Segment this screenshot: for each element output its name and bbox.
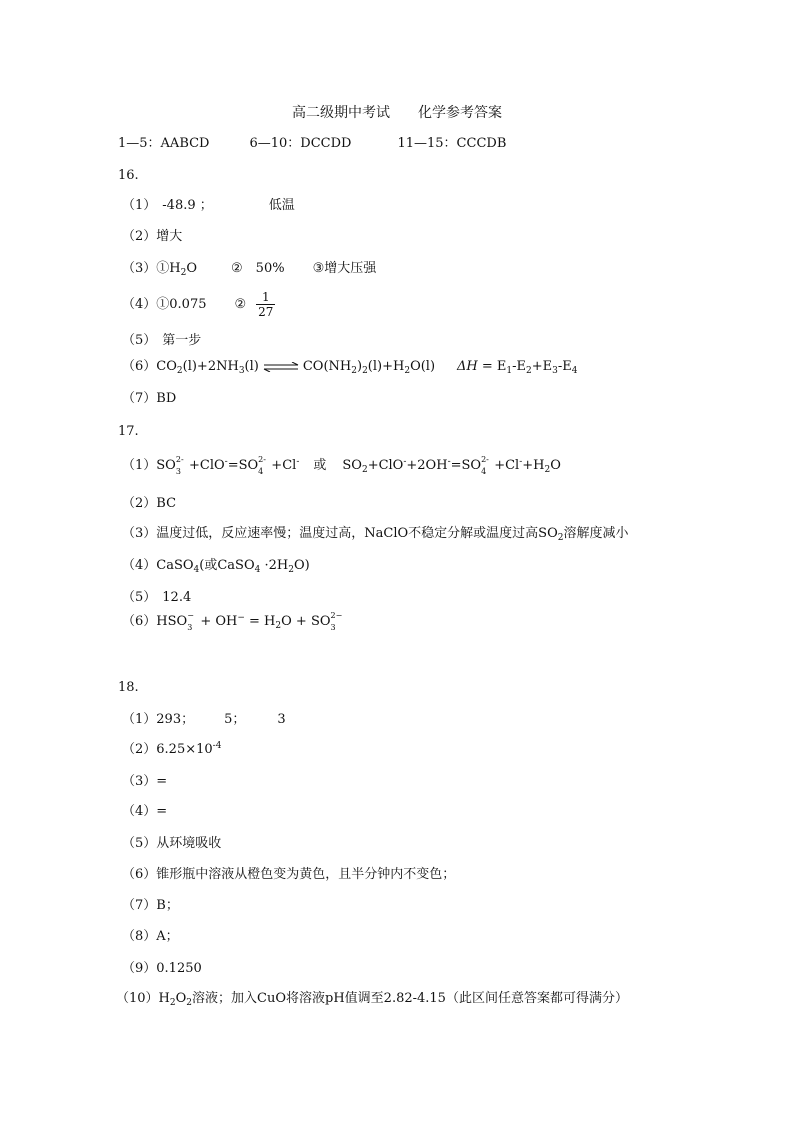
- answer-text: 溶液；加入CuO将溶液pH值调至2.82-4.15（此区间任意答案都可得满分）: [192, 991, 628, 1006]
- subscript: 1: [506, 366, 513, 376]
- formula-text: O(l): [410, 359, 436, 374]
- formula-text: HSO: [156, 614, 188, 629]
- fraction-numerator: 1: [256, 290, 275, 305]
- superscript: −: [187, 611, 194, 620]
- part-label: （8）: [122, 929, 157, 944]
- formula-text: O + SO: [281, 614, 331, 629]
- sub-sup-pair: [258, 455, 267, 476]
- part-label: （1）: [122, 458, 157, 473]
- q17-number: 17.: [118, 424, 139, 439]
- subscript: 2: [351, 366, 357, 376]
- answer-text: 0.1250: [156, 961, 202, 976]
- answer-text: ①H: [156, 261, 181, 276]
- choice-answers-row: [118, 136, 506, 152]
- q18-part-8: [122, 929, 179, 945]
- fraction-denominator: 27: [258, 305, 274, 319]
- part-label: （3）: [122, 526, 157, 541]
- part-label: （3）: [122, 774, 157, 789]
- answer-text: O: [186, 261, 198, 276]
- formula-text: CaSO: [156, 558, 194, 573]
- part-label: （6）: [122, 614, 157, 629]
- formula-text: =SO: [227, 458, 259, 473]
- q17-part-3: [122, 526, 628, 542]
- formula-text: (l)+2NH: [182, 359, 239, 374]
- answer-text: -48.9 ；: [162, 198, 213, 213]
- q18-part-3: [122, 774, 167, 790]
- part-label: （2）: [122, 229, 157, 244]
- subscript: 4: [254, 565, 261, 575]
- q16-part-3: [122, 261, 376, 277]
- answer-text: =: [156, 804, 168, 819]
- formula-text: +ClO: [184, 458, 225, 473]
- choice-group-1: 1—5：AABCD: [118, 136, 210, 151]
- subscript: 2: [404, 366, 411, 376]
- answer-text: BC: [156, 496, 177, 511]
- superscript: 2−: [330, 611, 343, 620]
- formula-text: +H: [522, 458, 545, 473]
- subscript: 2: [176, 366, 183, 376]
- superscript: 2-: [481, 455, 489, 464]
- formula-text: -E: [512, 359, 527, 374]
- subscript: 2: [275, 621, 282, 631]
- part-label: （6）: [122, 867, 157, 882]
- q16-part-2: [122, 229, 182, 245]
- part-label: （5）: [122, 333, 157, 348]
- formula-text: (l): [244, 359, 259, 374]
- q16-part-4: [122, 288, 275, 322]
- subscript: 2: [180, 268, 187, 278]
- sub-sup-pair: [330, 611, 345, 632]
- part-label: （7）: [122, 391, 157, 406]
- subscript: 4: [258, 467, 264, 476]
- superscript: -4: [212, 741, 222, 751]
- q18-part-10: [116, 991, 628, 1007]
- or-text: 或: [313, 458, 327, 473]
- subscript: 3: [175, 467, 181, 476]
- answer-text: B；: [156, 898, 179, 913]
- q17-part-1: [122, 455, 561, 476]
- page-title: 高二级期中考试 化学参考答案: [292, 105, 502, 121]
- superscript: -: [519, 457, 523, 467]
- subscript: 2: [361, 465, 368, 475]
- formula-text: = H: [244, 614, 276, 629]
- subscript: 4: [193, 565, 200, 575]
- part-label: （2）: [122, 742, 157, 757]
- formula-text: ): [356, 359, 363, 374]
- enthalpy-symbol: ΔH: [457, 359, 478, 374]
- equilibrium-arrow-icon: [263, 362, 299, 372]
- formula-text: O: [550, 458, 561, 473]
- subscript: 2: [557, 533, 564, 543]
- answer-text: 锥形瓶中溶液从橙色变为黄色，且半分钟内不变色；: [156, 867, 456, 882]
- answer-text: ③增大压强: [312, 261, 377, 276]
- answer-text: A；: [156, 929, 179, 944]
- formula-text: SO: [342, 458, 362, 473]
- choice-group-3: 11—15：CCCDB: [397, 136, 507, 151]
- q18-part-4: [122, 804, 167, 820]
- subscript: 3: [330, 623, 336, 632]
- part-label: （4）: [122, 804, 157, 819]
- formula-text: +Cl: [490, 458, 520, 473]
- q18-part-7: [122, 898, 179, 914]
- answer-text: 12.4: [162, 590, 192, 605]
- formula-text: O: [175, 991, 187, 1006]
- choice-group-2: 6—10：DCCDD: [249, 136, 352, 151]
- subscript: 2: [362, 366, 368, 376]
- q18-part-6: [122, 867, 455, 883]
- q18-number: 18.: [118, 680, 139, 695]
- superscript: -: [224, 457, 228, 467]
- formula-text: H: [158, 991, 170, 1006]
- formula-text: = E: [477, 359, 507, 374]
- q16-part-7: [122, 391, 176, 407]
- superscript: −: [237, 613, 245, 623]
- subscript: 3: [187, 623, 193, 632]
- answer-text: 5；: [224, 712, 246, 727]
- part-label: （3）: [122, 261, 157, 276]
- formula-text: + OH: [196, 614, 238, 629]
- subscript: 4: [571, 366, 578, 376]
- subscript: 2: [186, 998, 193, 1008]
- answer-text: ①0.075: [156, 297, 207, 312]
- answer-text: 6.25×10: [156, 742, 213, 757]
- q16-number: 16.: [118, 168, 139, 183]
- subscript: 3: [238, 366, 245, 376]
- q18-part-5: [122, 836, 221, 852]
- superscript: 2-: [175, 455, 184, 464]
- superscript: -: [447, 457, 451, 467]
- part-label: （1）: [122, 198, 157, 213]
- part-label: （7）: [122, 898, 157, 913]
- answer-text: ②: [234, 297, 247, 312]
- answer-text: 3: [277, 712, 286, 727]
- superscript: -: [296, 457, 300, 467]
- q17-part-5: [122, 590, 191, 606]
- superscript: -: [403, 457, 407, 467]
- formula-text: (或CaSO: [199, 558, 255, 573]
- formula-text: +2OH: [406, 458, 448, 473]
- sub-sup-pair: [175, 455, 185, 476]
- q16-part-1: [122, 198, 295, 214]
- q17-part-6: [122, 611, 345, 632]
- answer-text: 第一步: [162, 333, 202, 348]
- q16-part-5: [122, 333, 201, 349]
- part-label: （2）: [122, 496, 157, 511]
- formula-text: O): [293, 558, 310, 573]
- part-label: （5）: [122, 836, 157, 851]
- subscript: 4: [481, 467, 487, 476]
- subscript: 2: [526, 366, 532, 376]
- formula-text: -E: [557, 359, 572, 374]
- part-label: （4）: [122, 558, 157, 573]
- fraction: [256, 290, 275, 319]
- sub-sup-pair: [481, 455, 490, 476]
- answer-text: 温度过低，反应速率慢；温度过高，NaClO不稳定分解或温度过高SO: [156, 526, 558, 541]
- sub-sup-pair: [187, 611, 196, 632]
- subscript: 2: [544, 465, 551, 475]
- part-label: （9）: [122, 961, 157, 976]
- superscript: 2-: [258, 455, 266, 464]
- q18-part-1: [122, 712, 286, 728]
- subscript: 2: [288, 565, 294, 575]
- formula-text: ·2H: [260, 558, 289, 573]
- formula-text: CO: [156, 359, 177, 374]
- formula-text: SO: [156, 458, 176, 473]
- q17-part-4: [122, 558, 310, 574]
- answer-text: ② 50%: [231, 261, 285, 276]
- formula-text: +E: [531, 359, 553, 374]
- answer-text: 低温: [268, 198, 295, 213]
- part-label: （4）: [122, 297, 157, 312]
- subscript: 2: [169, 998, 176, 1008]
- formula-text: CO(NH: [302, 359, 352, 374]
- answer-text: 增大: [156, 229, 183, 244]
- part-label: （5）: [122, 590, 157, 605]
- formula-text: +Cl: [267, 458, 297, 473]
- answer-text: 从环境吸收: [156, 836, 222, 851]
- formula-text: (l)+H: [367, 359, 405, 374]
- q18-part-9: [122, 961, 202, 977]
- answer-text: 溶解度减小: [563, 526, 629, 541]
- part-label: （1）: [122, 712, 157, 727]
- q16-part-6: [122, 359, 578, 375]
- q17-part-2: [122, 496, 176, 512]
- formula-text: +ClO: [367, 458, 404, 473]
- part-label: （10）: [116, 991, 159, 1006]
- formula-text: =SO: [450, 458, 482, 473]
- subscript: 3: [552, 366, 558, 376]
- part-label: （6）: [122, 359, 157, 374]
- q18-part-2: [122, 742, 221, 758]
- answer-text: 293；: [156, 712, 195, 727]
- answer-text: =: [156, 774, 168, 789]
- answer-text: BD: [156, 391, 177, 406]
